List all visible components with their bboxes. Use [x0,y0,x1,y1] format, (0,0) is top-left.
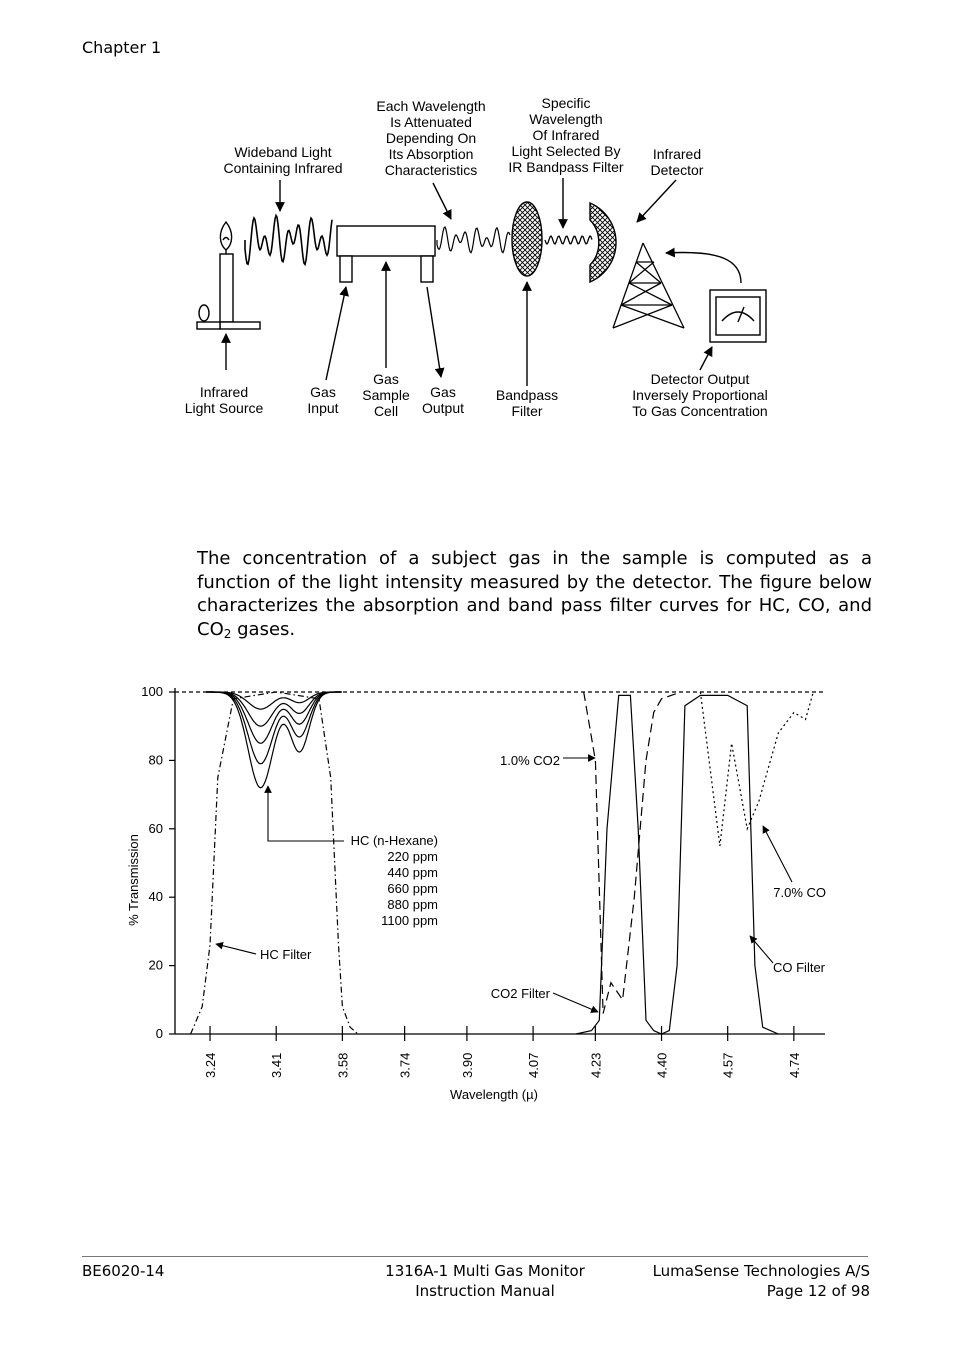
annotation-hc-660: 660 ppm [387,881,438,896]
y-tick-label: 20 [148,957,163,973]
arrow-gas-input [326,287,346,380]
x-tick-label: 3.41 [269,1052,285,1078]
arrow-co2-filter [553,993,598,1012]
series-7-0-co [700,692,813,846]
annotation-co2-filter: CO2 Filter [490,986,550,1001]
x-tick-label: 3.58 [335,1052,351,1078]
label-specific-wavelength: Specific Wavelength Of Infrared Light Selected By IR Bandpass Filter [508,95,624,175]
y-tick-label: 100 [141,684,163,699]
annotation-hc-title: HC (n-Hexane) [350,833,438,848]
arrow-attenuated [433,183,451,219]
label-detector-output: Detector Output Inversely Proportional To Gas Concentration [632,371,768,419]
annotation-co-filter: CO Filter [773,960,825,975]
y-tick-label: 40 [148,889,163,905]
annotation-hc-220: 220 ppm [387,849,438,864]
label-gas-output: Gas Output [421,384,465,416]
annotation-hc-440: 440 ppm [387,865,438,880]
infrared-detector-dish [590,203,616,282]
x-tick-label: 4.23 [588,1052,604,1078]
arrow-gas-output [427,287,441,377]
series-1-0-co2 [584,692,681,1014]
y-tick-label: 60 [148,820,163,836]
attenuated-light-wave [437,227,510,253]
footer-doc-number: BE6020-14 [82,1262,165,1280]
label-bandpass-filter: Bandpass Filter [495,387,559,419]
x-axis-label: Wavelength (µ) [450,1087,538,1102]
x-tick-label: 4.07 [526,1052,542,1078]
y-tick-label: 0 [155,1026,163,1041]
filtered-light-wave [545,236,592,244]
x-tick-label: 3.74 [397,1052,413,1078]
x-tick-label: 3.90 [459,1052,475,1078]
ir-measurement-diagram [0,0,954,440]
label-wideband: Wideband Light Containing Infrared [223,144,343,176]
label-infrared-detector: Infrared Detector [650,146,704,178]
x-tick-label: 4.40 [654,1052,670,1078]
hc-absorption-curve-880ppm [206,692,342,764]
chapter-heading: Chapter 1 [82,38,162,57]
arrow-hc-filter [216,944,256,954]
arrow-detector-output [700,347,712,370]
annotation-hc-1100: 1100 ppm [381,913,438,928]
label-light-source: Infrared Light Source [184,384,264,416]
x-tick-label: 4.74 [786,1052,802,1078]
absorption-chart [0,660,954,1120]
footer-rule [82,1256,868,1257]
annotation-co2-concentration: 1.0% CO2 [500,753,560,768]
annotation-hc-880: 880 ppm [387,897,438,912]
footer-company-page: LumaSense Technologies A/S Page 12 of 98 [652,1262,870,1300]
detector-tower [613,243,684,328]
arrow-detector [637,180,676,222]
label-attenuated: Each Wavelength Is Attenuated Depending On Its Absorption Characteristics [376,98,486,178]
x-tick-label: 4.57 [720,1052,736,1078]
label-gas-input: Gas Input [307,384,339,416]
x-tick-label: 3.24 [203,1052,219,1078]
bandpass-filter [512,202,542,276]
arrow-co-filter [750,936,773,963]
footer-title: 1316A-1 Multi Gas Monitor Instruction Manual [385,1262,585,1300]
series-co-filter [662,695,779,1034]
y-axis-label: % Transmission [126,834,141,926]
annotation-co-concentration: 7.0% CO [773,885,826,900]
arrow-signal-return [666,252,741,283]
body-paragraph: The concentration of a subject gas in the sample is computed as a function of the light intensity measured by the detector. The figure below characterizes the absorption and band pass filter curves for HC, CO, and $CO_2$ gases. [197,548,872,641]
hc-absorption-curve-1100ppm [206,692,342,788]
y-tick-label: 80 [148,752,163,768]
output-meter-icon [710,290,766,342]
series-hc-filter [191,692,358,1034]
label-sample-cell: Gas Sample Cell [362,371,410,419]
annotation-hc-filter: HC Filter [260,947,312,962]
arrow-co-concentration [763,826,792,882]
wideband-light-wave [245,216,332,265]
